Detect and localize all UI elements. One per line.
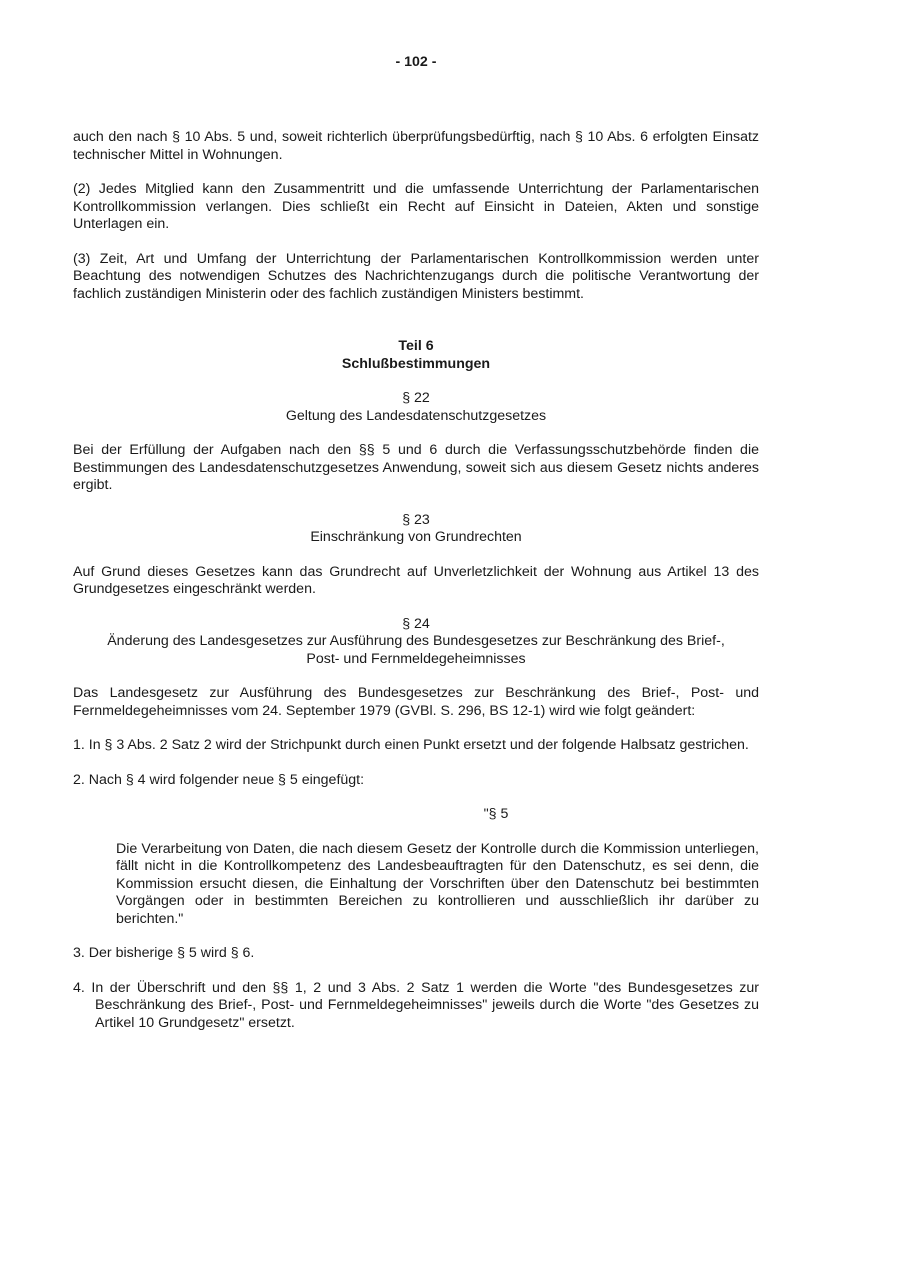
- section-title: Geltung des Landesdatenschutzgesetzes: [285, 407, 547, 424]
- amendment-item-2: 2. Nach § 4 wird folgender neue § 5 eingefügt:: [73, 771, 365, 788]
- intro-paragraph: auch den nach § 10 Abs. 5 und, soweit richterlich überprüfungsbedürftig, nach § 10 Abs. 6 erfolgten Einsatz technischer Mittel in Wohnungen.: [73, 129, 759, 163]
- section-title-line-2: Post- und Fernmeldegeheimnisses: [306, 650, 526, 667]
- paragraph-3: (3) Zeit, Art und Umfang der Unterrichtung der Parlamentarischen Kontrollkommission werden unter Beachtung des notwendigen Schutzes des Nachrichtenzugangs durch die politische Verantwortung der fachlich zuständigen Ministerin oder des fachlich zuständigen Ministers bestimmt.: [73, 250, 759, 302]
- section-22-text: Bei der Erfüllung der Aufgaben nach den §§ 5 und 6 durch die Verfassungsschutzbehörde finden die Bestimmungen des Landesdatenschutzgesetzes Anwendung, soweit sich aus diesem Gesetz nichts anderes ergibt.: [73, 442, 759, 493]
- page-number: - 102 -: [395, 54, 437, 70]
- quoted-section-heading: "§ 5: [483, 806, 509, 822]
- amendment-item-1: 1. In § 3 Abs. 2 Satz 2 wird der Strichpunkt durch einen Punkt ersetzt und der folgende Halbsatz gestrichen.: [73, 737, 749, 753]
- part-number: Teil 6: [398, 338, 434, 354]
- part-heading: [73, 338, 759, 373]
- section-number: § 24: [402, 615, 430, 632]
- document-body: [73, 129, 759, 1049]
- section-title-line-1: Änderung des Landesgesetzes zur Ausführung des Bundesgesetzes zur Beschränkung des Brief-,: [107, 633, 725, 649]
- part-title: Schlußbestimmungen: [341, 355, 491, 372]
- section-24-heading: [73, 616, 759, 669]
- paragraph-2: (2) Jedes Mitglied kann den Zusammentritt und die umfassende Unterrichtung der Parlamentarischen Kontrollkommission verlangen. Dies schließt ein Recht auf Einsicht in Dateien, Akten und sonstige Unterlagen ein.: [73, 181, 759, 232]
- section-23-heading: [73, 512, 759, 547]
- amendment-item-4: 4. In der Überschrift und den §§ 1, 2 und 3 Abs. 2 Satz 1 werden die Worte "des Bundesgesetzes zur Beschränkung des Brief-, Post- und Fernmeldegeheimnisses" jeweils durch die Worte "des Gesetzes zu Artikel 10 Grundgesetz" ersetzt.: [73, 979, 759, 1031]
- section-number: § 23: [402, 511, 430, 528]
- section-title: Einschränkung von Grundrechten: [310, 529, 522, 545]
- section-23-text: Auf Grund dieses Gesetzes kann das Grundrecht auf Unverletzlichkeit der Wohnung aus Artikel 13 des Grundgesetzes eingeschränkt werden.: [73, 563, 759, 597]
- amendment-item-3: 3. Der bisherige § 5 wird § 6.: [73, 945, 255, 961]
- quoted-section-text: Die Verarbeitung von Daten, die nach diesem Gesetz der Kontrolle durch die Kommission unterliegen, fällt nicht in die Kontrollkompetenz des Landesbeauftragten für den Datenschutz, es sei denn, die Kommission ersucht diesen, die Einhaltung der Vorschriften über den Datenschutz bei bestimmten Vorgängen oder in bestimmten Bereichen zu kontrollieren und ausschließlich ihr darüber zu berichten.": [116, 840, 759, 927]
- section-24-text: Das Landesgesetz zur Ausführung des Bundesgesetzes zur Beschränkung des Brief-, Post- und Fernmeldegeheimnisses vom 24. September 1979 (GVBl. S. 296, BS 12-1) wird wie folgt geändert:: [73, 685, 759, 719]
- section-22-heading: [73, 390, 759, 425]
- section-number: § 22: [402, 390, 430, 406]
